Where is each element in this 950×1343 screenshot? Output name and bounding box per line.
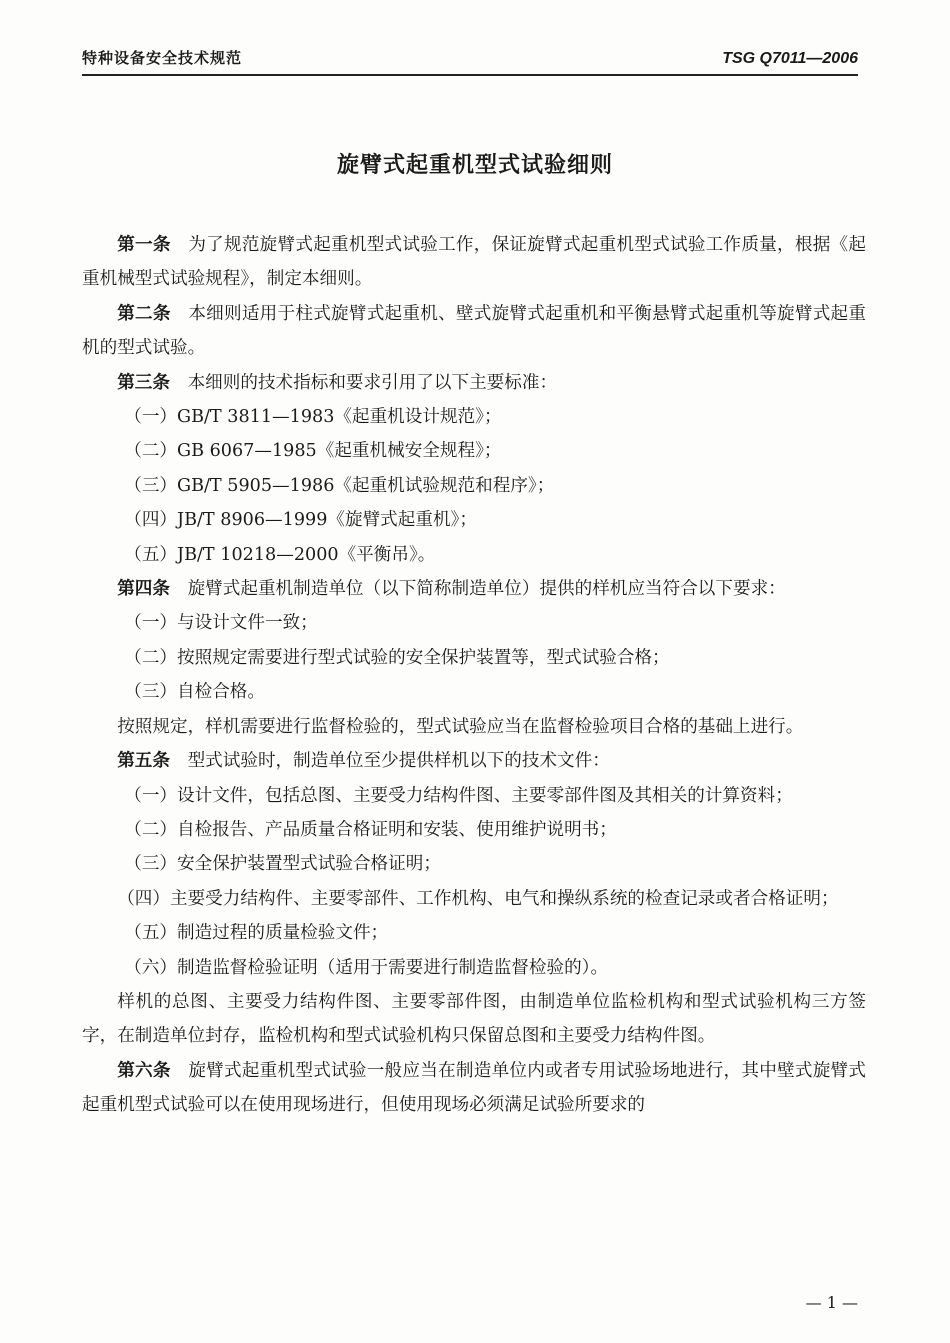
- list-item: （四）主要受力结构件、主要零部件、工作机构、电气和操纵系统的检查记录或者合格证明；: [117, 888, 839, 909]
- article-text: 为了规范旋臂式起重机型式试验工作，保证旋臂式起重机型式试验工作质量，根据《起重机械型式试验规程》，制定本细则。: [82, 235, 866, 290]
- article-4: [82, 572, 866, 606]
- article-3: [82, 366, 866, 400]
- document-title: 旋臂式起重机型式试验细则: [336, 153, 613, 178]
- running-header: [82, 46, 858, 76]
- article-label: 第六条: [117, 1060, 171, 1081]
- article-1: [82, 228, 866, 297]
- article-text: 旋臂式起重机制造单位（以下简称制造单位）提供的样机应当符合以下要求：: [187, 579, 786, 600]
- article-5: [82, 744, 866, 778]
- article-6: [82, 1054, 866, 1123]
- article-label: 第一条: [117, 235, 171, 255]
- header-standard-code: TSG Q7011—2006: [722, 50, 858, 67]
- list-item: （二）自检报告、产品质量合格证明和安装、使用维护说明书；: [124, 819, 617, 840]
- article-label: 第五条: [117, 751, 170, 772]
- article-note: 按照规定，样机需要进行监督检验的，型式试验应当在监督检验项目合格的基础上进行。: [117, 716, 804, 737]
- article-label: 第四条: [117, 579, 170, 600]
- article-note: 样机的总图、主要受力结构件图、主要零部件图，由制造单位监检机构和型式试验机构三方签字，在制造单位封存，监检机构和型式试验机构只保留总图和主要受力结构件图。: [82, 991, 866, 1047]
- list-item: （一）与设计文件一致；: [124, 613, 318, 634]
- article-text: 旋臂式起重机型式试验一般应当在制造单位内或者专用试验场地进行，其中壁式旋臂式起重机型式试验可以在使用现场进行，但使用现场必须满足试验所要求的: [82, 1060, 866, 1116]
- header-series-title: 特种设备安全技术规范: [82, 49, 243, 67]
- article-text: 型式试验时，制造单位至少提供样机以下的技术文件：: [187, 751, 610, 772]
- list-item: （六）制造监督检验证明（适用于需要进行制造监督检验的）。: [124, 957, 609, 978]
- article-text: 本细则适用于柱式旋臂式起重机、壁式旋臂式起重机和平衡悬臂式起重机等旋臂式起重机的型式试验。: [82, 303, 866, 359]
- list-item: （一）GB/T 3811—1983《起重机设计规范》；: [124, 407, 502, 428]
- list-item: （五）制造过程的质量检验文件；: [124, 923, 389, 944]
- list-item: （五）JB/T 10218—2000《平衡吊》。: [124, 544, 436, 565]
- list-item: （三）安全保护装置型式试验合格证明；: [124, 854, 441, 875]
- list-item: （三）自检合格。: [124, 682, 265, 703]
- list-item: （二）GB 6067—1985《起重机械安全规程》；: [124, 441, 502, 462]
- document-body: [82, 228, 866, 1123]
- list-item: （三）GB/T 5905—1986《起重机试验规范和程序》；: [124, 475, 555, 496]
- article-2: [82, 297, 866, 366]
- article-text: 本细则的技术指标和要求引用了以下主要标准：: [187, 372, 558, 393]
- list-item: （四）JB/T 8906—1999《旋臂式起重机》；: [124, 510, 477, 531]
- article-label: 第二条: [117, 303, 171, 324]
- list-item: （一）设计文件，包括总图、主要受力结构件图、主要零部件图及其相关的计算资料；: [124, 785, 793, 806]
- page-number: — 1 —: [805, 1293, 858, 1312]
- list-item: （二）按照规定需要进行型式试验的安全保护装置等，型式试验合格；: [124, 647, 670, 668]
- article-label: 第三条: [117, 372, 170, 393]
